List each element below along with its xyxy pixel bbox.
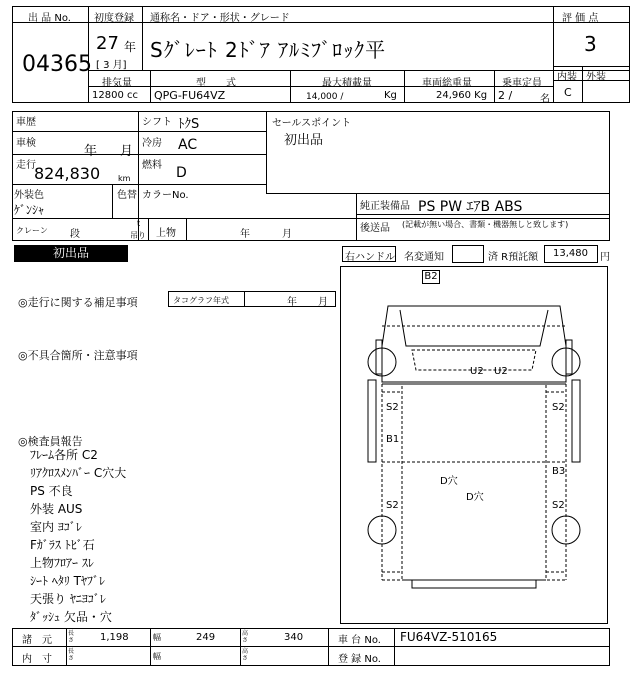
interior-score: C [564, 86, 572, 99]
height-value: 340 [284, 632, 304, 643]
inspector-label: ◎検査員報告 [18, 435, 83, 448]
report-item: ﾘｱｸﾛｽﾒﾝﾊﾞｰ C穴大 [30, 466, 127, 480]
car-name: Sｸﾞﾚｰﾄ 2ﾄﾞｱ ｱﾙﾐﾌﾞﾛｯｸ平 [150, 38, 387, 62]
model-label: 型 式 [196, 78, 236, 89]
name-change-label: 名変通知 [404, 252, 444, 263]
mark-b3: B3 [552, 466, 566, 477]
fuel-value: D [176, 165, 187, 181]
divider [328, 628, 329, 666]
divider [266, 193, 610, 194]
defect-label: ◎不具合箇所・注意事項 [18, 349, 138, 362]
divider [266, 111, 267, 193]
divider [12, 154, 266, 155]
tax-unit: 円 [600, 252, 610, 263]
tacho-month: 月 [318, 297, 328, 308]
load-label: 最大積載量 [322, 78, 372, 89]
tacho-year: 年 [287, 297, 297, 308]
mark-u2: U2 [470, 366, 484, 377]
reg-year: 27 [96, 33, 119, 54]
divider [12, 131, 266, 132]
divider [582, 66, 583, 103]
name-change-box [452, 245, 484, 263]
tax-value: 13,480 [553, 248, 588, 259]
divider [186, 218, 187, 241]
load-value: 14,000 / [306, 92, 344, 102]
crane-t: t [137, 219, 141, 228]
reg-label: 初度登録 [94, 13, 134, 24]
reg-year-unit: 年 [124, 40, 137, 54]
lot-label: 出 品 No. [28, 13, 71, 24]
report-item: ﾌﾚｰﾑ各所 C2 [30, 448, 98, 462]
divider [394, 628, 395, 666]
report-item: PS 不良 [30, 484, 73, 498]
mark-s2: S2 [386, 500, 399, 511]
disp-value: 12800 cc [92, 90, 138, 101]
interior-label: 内装 [557, 72, 577, 83]
divider [88, 86, 553, 87]
mark-s2: S2 [552, 402, 565, 413]
first-listing-banner: 初出品 [14, 245, 128, 262]
fuel-label: 燃料 [142, 160, 162, 171]
shogen-label: 諸 元 [22, 635, 52, 646]
after-note: (記載が無い場合、書類・機器無しと致します) [402, 220, 569, 229]
body-month: 月 [282, 229, 292, 240]
divider [150, 628, 151, 666]
gvw-label: 車両総重量 [422, 78, 472, 89]
lot-number: 04365 [22, 52, 92, 77]
mark-s2: S2 [552, 500, 565, 511]
mileage-unit: km [118, 174, 131, 183]
reg-month: [ 3 月] [96, 60, 127, 71]
body-year: 年 [240, 229, 250, 240]
reg-no-label: 登 録 No. [338, 654, 381, 665]
name-label: 通称名・ドア・形状・グレード [150, 13, 290, 24]
crane-hang: 吊り [130, 231, 146, 240]
history-label: 車歴 [16, 117, 36, 128]
len-value: 1,198 [100, 632, 129, 643]
gvw-value: 24,960 Kg [436, 90, 488, 101]
report-item: Fｶﾞﾗｽ ﾄﾋﾞ石 [30, 538, 95, 552]
naisun-label: 内 寸 [22, 654, 52, 665]
report-item: 室内 ﾖｺﾞﾚ [30, 520, 82, 534]
equip-label: 純正装備品 [360, 201, 410, 212]
sales-label: セールスポイント [272, 118, 352, 129]
steering-label: 右ハンドル [345, 252, 395, 263]
mark-b1: B1 [386, 434, 400, 445]
ac-value: AC [178, 137, 198, 153]
grade-score: 3 [584, 32, 597, 56]
exterior-label: 外装 [586, 72, 606, 83]
mark-u2: U2 [494, 366, 508, 377]
height-label: 高さ [242, 630, 249, 644]
divider [142, 6, 143, 70]
chassis-value: FU64VZ-510165 [400, 630, 498, 644]
insp-month: 月 [120, 144, 134, 159]
divider [150, 70, 151, 103]
mileage-label: 走行 [16, 160, 36, 171]
mark-d-hole: D穴 [466, 492, 484, 503]
ext-color-label: 外装色 [14, 190, 44, 201]
model-value: QPG-FU64VZ [154, 89, 226, 102]
width2-label: 幅 [153, 652, 161, 661]
divider [88, 70, 630, 71]
divider [404, 70, 405, 103]
equip-value: PS PW ｴｱB ABS [418, 199, 523, 215]
body-label: 上物 [156, 228, 176, 239]
shift-value: ﾄｸS [178, 117, 200, 132]
report-item: ﾀﾞｯｼｭ 欠品・穴 [30, 610, 112, 624]
divider [356, 193, 357, 241]
tax-label: 済 R預託額 [488, 252, 539, 263]
report-item: 外装 AUS [30, 502, 83, 516]
mileage-value: 824,830 [34, 164, 101, 183]
cap-label: 乗車定員 [502, 78, 542, 89]
color-no-label: カラーNo. [142, 190, 189, 201]
shift-label: シフト [142, 117, 172, 128]
truck-outline [340, 266, 608, 624]
ext-color-value: ｹﾞﾝｼｬ [14, 203, 45, 217]
divider [148, 218, 149, 241]
divider [553, 6, 554, 103]
disp-label: 排気量 [102, 78, 132, 89]
len-label: 長さ [68, 630, 75, 644]
tacho-label: タコグラフ年式 [173, 296, 229, 305]
mark-d-hole: D穴 [440, 476, 458, 487]
divider [240, 628, 241, 666]
inspection-label: 車検 [16, 138, 36, 149]
divider [12, 646, 610, 647]
report-item: 天張り ﾔﾆﾖｺﾞﾚ [30, 592, 106, 606]
crane-label: クレーン [16, 226, 48, 235]
load-unit: Kg [384, 90, 397, 101]
height2-label: 高さ [242, 648, 249, 662]
crane-step: 段 [70, 229, 80, 240]
mark-b2: B2 [422, 270, 440, 284]
divider [244, 291, 245, 307]
width-label: 幅 [153, 633, 161, 642]
width-value: 249 [196, 632, 216, 643]
cap-value: 2 / [498, 89, 513, 102]
divider [66, 628, 67, 666]
drive-note-label: ◎走行に関する補足事項 [18, 296, 138, 309]
insp-year: 年 [84, 144, 98, 159]
report-item: 上物ﾌﾛｱｰ ｽﾚ [30, 556, 94, 570]
len2-label: 長さ [68, 648, 75, 662]
grade-label: 評 価 点 [562, 13, 599, 24]
divider [112, 184, 113, 218]
divider [494, 70, 495, 103]
divider [553, 66, 630, 67]
color-change-label: 色替 [117, 190, 137, 201]
ac-label: 冷房 [142, 138, 162, 149]
mark-s2: S2 [386, 402, 399, 413]
chassis-label: 車 台 No. [338, 635, 381, 646]
sales-value: 初出品 [284, 133, 324, 148]
divider [290, 70, 291, 103]
after-label: 後送品 [360, 223, 390, 234]
report-item: ｼｰﾄ ﾍﾀﾘ Tﾔﾌﾞﾚ [30, 574, 105, 588]
divider [12, 184, 266, 185]
cap-unit: 名 [540, 94, 550, 105]
